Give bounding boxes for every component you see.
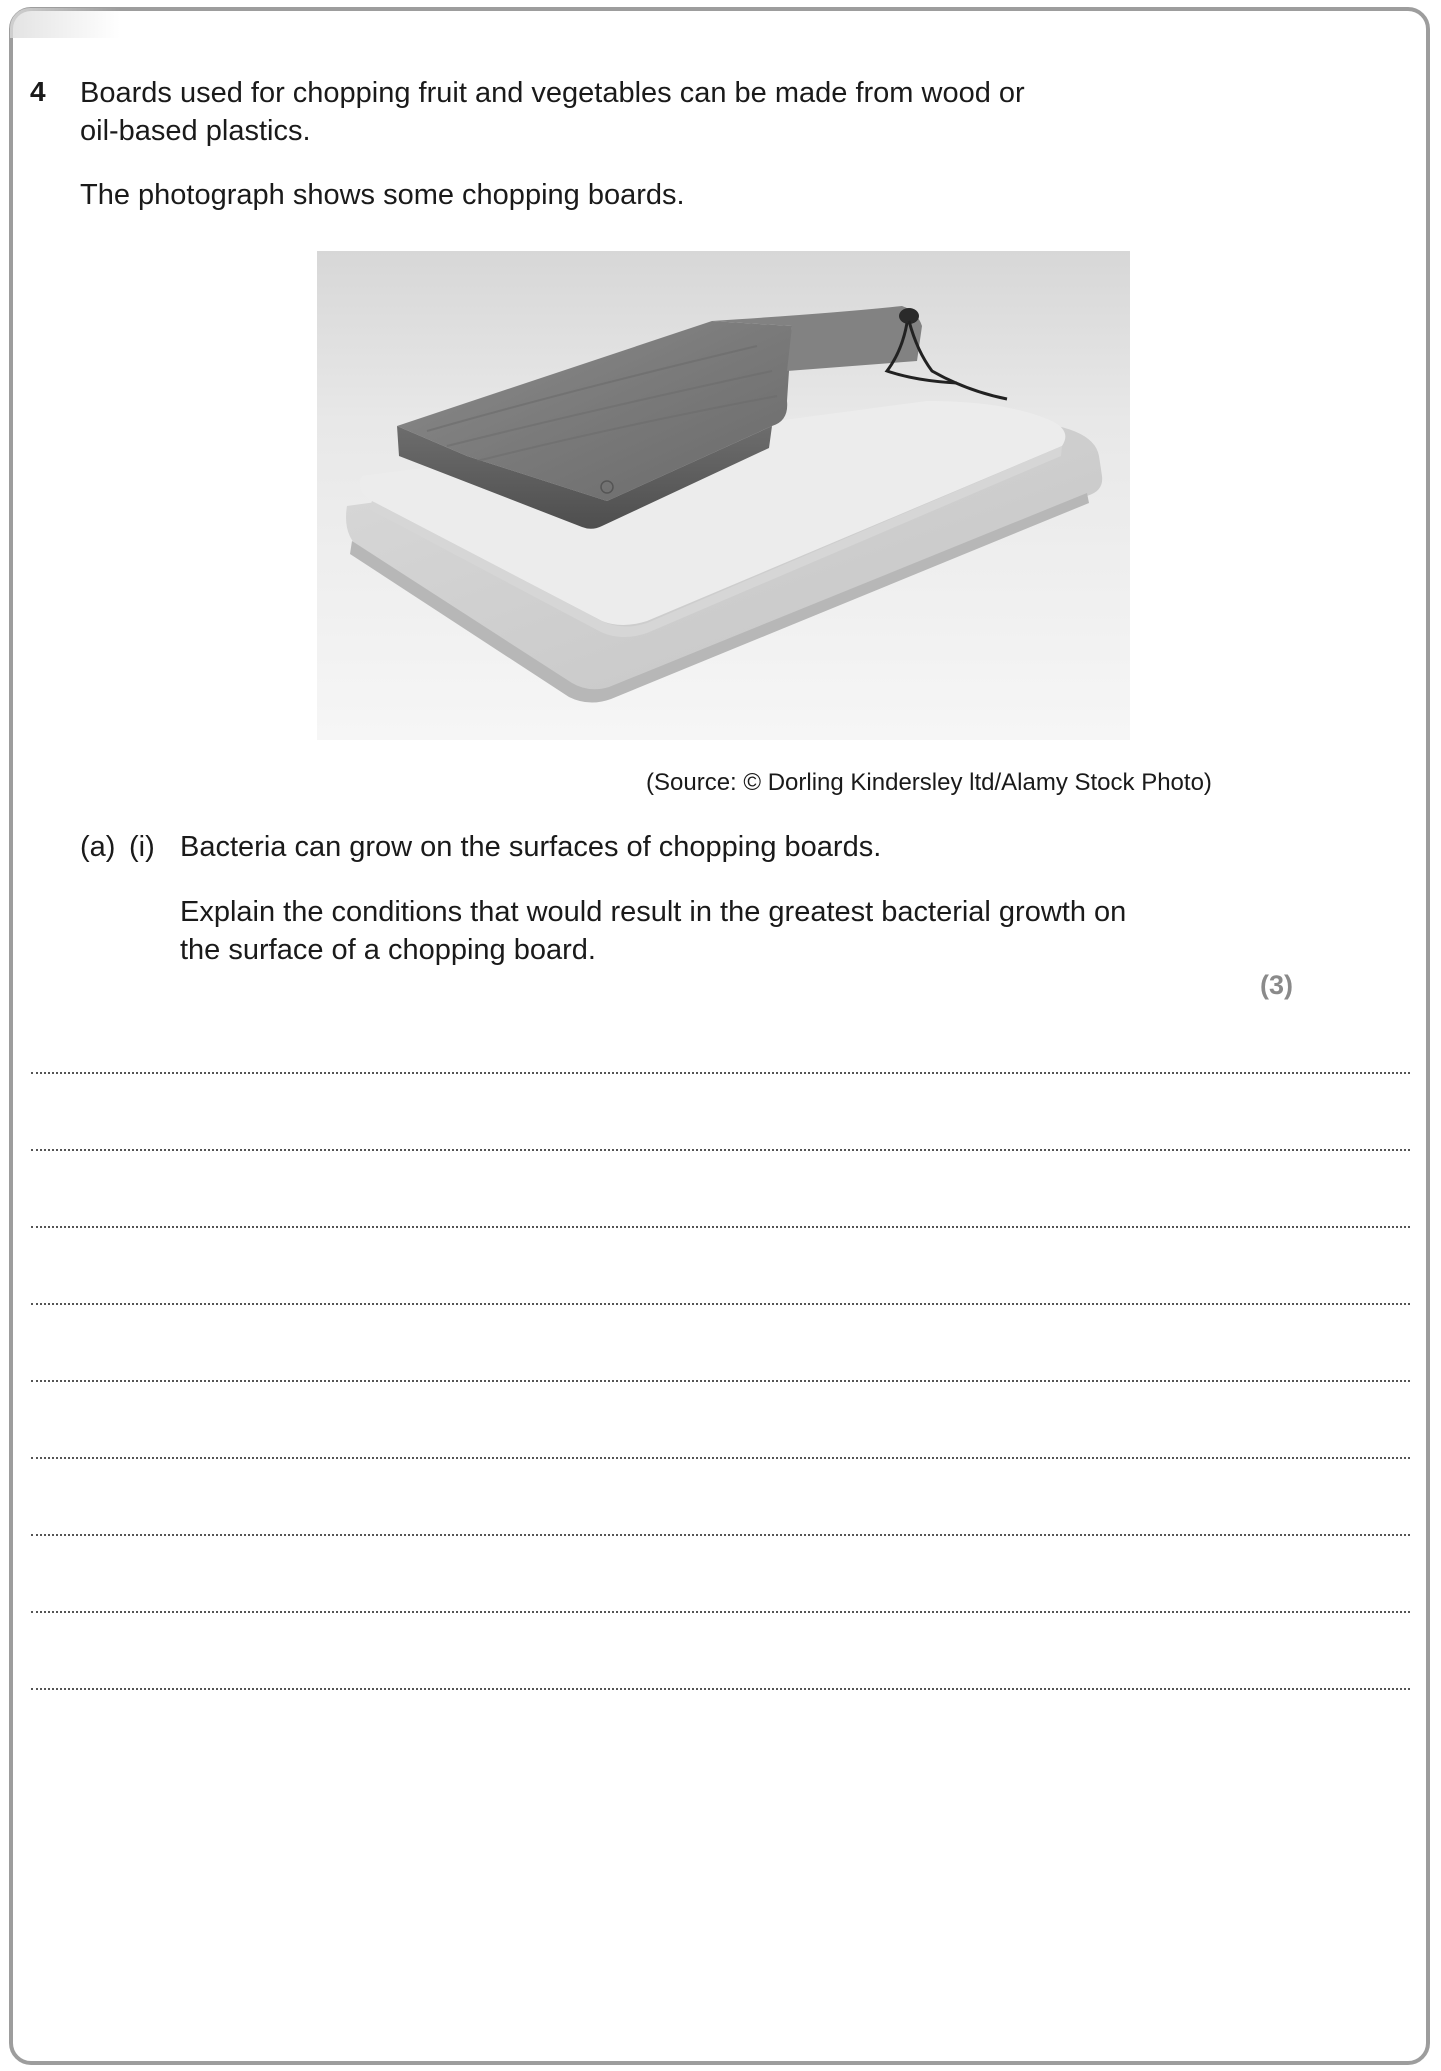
answer-line[interactable] (31, 1457, 1410, 1459)
answer-line[interactable] (31, 1380, 1410, 1382)
question-intro-line-2: oil-based plastics. (80, 115, 311, 147)
answer-line[interactable] (31, 1149, 1410, 1151)
part-instruction-line-1: Explain the conditions that would result in the greatest bacterial growth on (180, 896, 1127, 928)
answer-line[interactable] (31, 1303, 1410, 1305)
sub-part-label: (i) (129, 831, 155, 863)
part-instruction-line-2: the surface of a chopping board. (180, 934, 596, 966)
answer-line[interactable] (31, 1226, 1410, 1228)
answer-line[interactable] (31, 1072, 1410, 1074)
photo-source-credit: (Source: © Dorling Kindersley ltd/Alamy Stock Photo) (646, 769, 1212, 796)
answer-lines[interactable] (31, 1072, 1410, 1765)
part-label: (a) (80, 831, 116, 863)
marks-indicator: (3) (1260, 970, 1293, 1000)
answer-line[interactable] (31, 1611, 1410, 1613)
photo-intro: The photograph shows some chopping boards. (80, 179, 685, 211)
chopping-boards-photo (317, 251, 1130, 740)
part-statement: Bacteria can grow on the surfaces of chopping boards. (180, 831, 882, 863)
question-intro-line-1: Boards used for chopping fruit and vegetables can be made from wood or (80, 77, 1025, 109)
corner-shade (10, 8, 120, 38)
question-number: 4 (30, 76, 46, 107)
answer-line[interactable] (31, 1534, 1410, 1536)
answer-line[interactable] (31, 1688, 1410, 1690)
